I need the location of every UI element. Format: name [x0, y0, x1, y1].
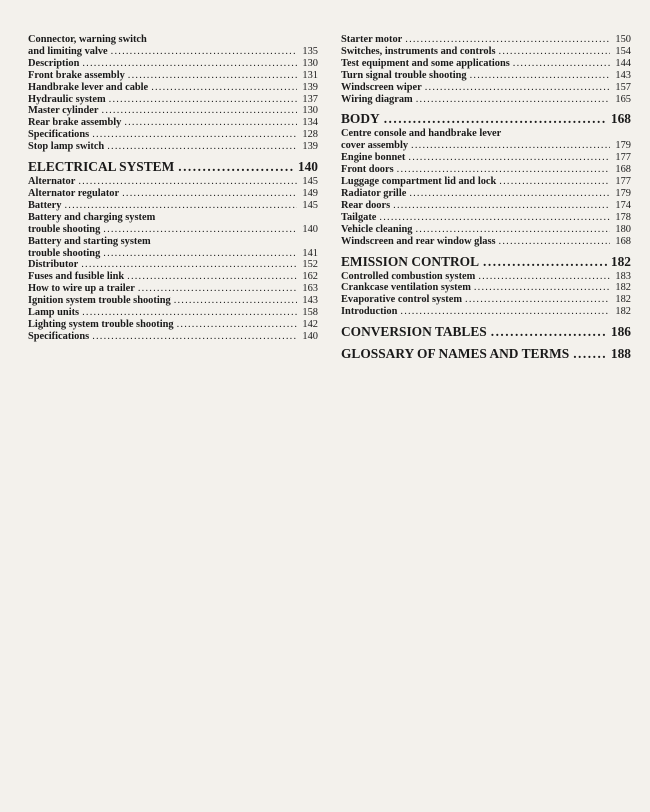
- dot-leader: [177, 319, 297, 331]
- index-entry: [341, 282, 631, 294]
- index-entry-title: trouble shooting: [28, 223, 101, 235]
- dot-leader: [138, 283, 297, 295]
- dot-leader: [499, 176, 610, 188]
- index-entry: [341, 188, 631, 200]
- index-entry: [341, 294, 631, 306]
- index-entry-title: Wiring diagram: [341, 93, 413, 105]
- index-entry-title: Rear brake assembly: [28, 117, 122, 129]
- index-entry-page: 143: [302, 295, 318, 307]
- index-entry: [28, 295, 318, 307]
- index-entry: [28, 105, 318, 117]
- index-entry: [341, 34, 631, 46]
- section-title: GLOSSARY OF NAMES AND TERMS: [341, 346, 570, 362]
- dot-leader: [103, 248, 297, 260]
- dot-leader: [103, 224, 297, 236]
- dot-leader: [499, 46, 610, 58]
- index-entry-page: 144: [615, 57, 631, 69]
- index-entry: [28, 58, 318, 70]
- section-title: EMISSION CONTROL: [341, 253, 480, 269]
- index-entry-page: 137: [302, 93, 318, 105]
- index-entry-title: Test equipment and some applications: [341, 57, 510, 69]
- index-entry-page: 150: [615, 34, 631, 45]
- index-entry-page: 135: [302, 45, 318, 57]
- index-entry: [341, 271, 631, 283]
- index-entry-page: 131: [302, 69, 318, 81]
- index-entry-title: Master cylinder: [28, 105, 99, 117]
- index-entry-page: 130: [302, 57, 318, 69]
- index-entry-title: Specifications: [28, 330, 90, 342]
- index-entry-title: Stop lamp switch: [28, 141, 105, 153]
- section-page: 186: [610, 324, 631, 340]
- index-entry-page: 178: [615, 211, 631, 223]
- index-entry-page: 162: [302, 271, 318, 283]
- dot-leader: [82, 307, 297, 319]
- index-entry: [341, 152, 631, 164]
- index-entry-title: Radiator grille: [341, 187, 407, 199]
- index-entry-page: 179: [615, 140, 631, 152]
- dot-leader: [393, 200, 610, 212]
- section-heading: [28, 159, 318, 175]
- index-entry-page: 179: [615, 187, 631, 199]
- dot-leader: [127, 271, 297, 283]
- index-entry-page: 141: [302, 247, 318, 259]
- index-entry-title: Engine bonnet: [341, 152, 406, 164]
- dot-leader: [411, 140, 610, 152]
- index-entry-page: 128: [302, 129, 318, 141]
- index-entry: [28, 82, 318, 94]
- index-entry-title: Lighting system trouble shooting: [28, 318, 174, 330]
- index-entry-page: 140: [302, 330, 318, 342]
- index-entry-page: 182: [615, 294, 631, 306]
- index-entry-title: Front doors: [341, 164, 394, 176]
- section-title: BODY: [341, 111, 380, 127]
- index-entry-title-line: Battery and starting system: [28, 235, 151, 247]
- index-column-left: [28, 34, 318, 343]
- index-entry-page: 143: [615, 69, 631, 81]
- index-entry-title: Luggage compartment lid and lock: [341, 176, 497, 188]
- index-entry-page: 168: [615, 235, 631, 247]
- index-entry-title: Rear doors: [341, 199, 391, 211]
- dot-leader: [478, 271, 610, 283]
- index-entry-title: and limiting valve: [28, 45, 108, 57]
- dot-leader: [122, 188, 297, 200]
- dot-leader: [111, 46, 297, 58]
- index-entry: [28, 70, 318, 82]
- index-entry-title: Alternator regulator: [28, 187, 120, 199]
- section-heading: [341, 324, 631, 340]
- dot-leader: [408, 152, 610, 164]
- dot-leader: [405, 34, 610, 46]
- dot-leader: [474, 282, 610, 294]
- dot-leader: [379, 212, 610, 224]
- index-entry-page: 168: [615, 164, 631, 176]
- index-entry-page: 182: [615, 282, 631, 294]
- index-entry: [341, 94, 631, 106]
- index-entry-title: Controlled combustion system: [341, 270, 476, 282]
- dot-leader: [107, 141, 297, 153]
- index-entry: [341, 212, 631, 224]
- index-entry: [341, 46, 631, 58]
- dot-leader: [174, 295, 297, 307]
- index-entry-title: Switches, instruments and controls: [341, 45, 496, 57]
- dot-leader: [102, 105, 297, 117]
- index-entry: [28, 271, 318, 283]
- index-entry-page: 180: [615, 223, 631, 235]
- index-entry-title: Fuses and fusible link: [28, 271, 125, 283]
- section-page: 168: [610, 111, 631, 127]
- index-entry-page: 149: [302, 187, 318, 199]
- index-entry-page: 174: [615, 199, 631, 211]
- index-entry-title: Windscreen wiper: [341, 81, 422, 93]
- dot-leader: [470, 70, 610, 82]
- index-entry-title: Evaporative control system: [341, 294, 463, 306]
- index-entry: [28, 200, 318, 212]
- dot-leader: [178, 159, 294, 175]
- index-entry: [28, 129, 318, 141]
- section-page: 140: [297, 159, 318, 175]
- index-entry-title: trouble shooting: [28, 247, 101, 259]
- index-entry-title: Tailgate: [341, 211, 377, 223]
- index-entry: [341, 176, 631, 188]
- index-entry: [341, 200, 631, 212]
- dot-leader: [128, 70, 297, 82]
- dot-leader: [64, 200, 297, 212]
- index-entry: [341, 164, 631, 176]
- dot-leader: [400, 306, 610, 318]
- index-entry: [28, 176, 318, 188]
- dot-leader: [109, 94, 297, 106]
- dot-leader: [513, 58, 610, 70]
- dot-leader: [151, 82, 297, 94]
- index-entry: [28, 331, 318, 343]
- index-entry-title: Specifications: [28, 129, 90, 141]
- dot-leader: [573, 346, 607, 362]
- index-entry-title: Battery: [28, 199, 62, 211]
- index-entry: [28, 319, 318, 331]
- index-entry-title: Distributor: [28, 259, 79, 271]
- index-entry: [28, 224, 318, 236]
- index-entry: [341, 306, 631, 318]
- index-entry-title: Description: [28, 57, 80, 69]
- index-entry: [28, 188, 318, 200]
- index-entry-title: Vehicle cleaning: [341, 223, 413, 235]
- index-entry: [28, 117, 318, 129]
- dot-leader: [384, 111, 607, 127]
- index-entry: [341, 236, 631, 248]
- section-heading: [341, 111, 631, 127]
- index-entry-title: Crankcase ventilation system: [341, 282, 471, 294]
- index-entry-title: Windscreen and rear window glass: [341, 235, 496, 247]
- index-entry-page: 134: [302, 117, 318, 129]
- index-entry-page: 154: [615, 45, 631, 57]
- index-entry-title: Front brake assembly: [28, 69, 125, 81]
- index-entry-page: 158: [302, 307, 318, 319]
- index-entry: [28, 283, 318, 295]
- index-entry-page: 157: [615, 81, 631, 93]
- index-entry-page: 177: [615, 176, 631, 188]
- dot-leader: [78, 176, 297, 188]
- index-entry-title: Starter motor: [341, 34, 403, 45]
- index-entry-title: Introduction: [341, 306, 398, 318]
- index-entry-page: 130: [302, 105, 318, 117]
- dot-leader: [483, 254, 607, 270]
- index-entry-page: 145: [302, 199, 318, 211]
- dot-leader: [92, 331, 297, 343]
- dot-leader: [415, 224, 610, 236]
- dot-leader: [416, 94, 610, 106]
- dot-leader: [465, 294, 610, 306]
- index-entry-title: Ignition system trouble shooting: [28, 295, 171, 307]
- index-entry: [341, 224, 631, 236]
- index-entry-page: 183: [615, 270, 631, 282]
- index-entry-title: How to wire up a trailer: [28, 283, 135, 295]
- section-page: 182: [610, 253, 631, 269]
- index-entry-page: 139: [302, 141, 318, 153]
- section-page: 188: [610, 346, 631, 362]
- index-entry: [28, 248, 318, 260]
- index-entry-title-line: Centre console and handbrake lever: [341, 128, 502, 140]
- section-title: ELECTRICAL SYSTEM: [28, 159, 175, 175]
- section-heading: [341, 254, 631, 270]
- index-entry-page: 140: [302, 223, 318, 235]
- index-entry: [28, 46, 318, 58]
- dot-leader: [499, 236, 610, 248]
- index-entry-page: 142: [302, 318, 318, 330]
- index-entry-title: cover assembly: [341, 140, 409, 152]
- dot-leader: [81, 259, 297, 271]
- dot-leader: [425, 82, 610, 94]
- index-entry-page: 182: [615, 306, 631, 318]
- dot-leader: [124, 117, 297, 129]
- index-entry: [341, 70, 631, 82]
- index-entry-title-line: Battery and charging system: [28, 211, 156, 223]
- section-heading: [341, 346, 631, 362]
- index-entry-page: 139: [302, 81, 318, 93]
- index-entry: [28, 141, 318, 153]
- index-entry-title: Turn signal trouble shooting: [341, 69, 467, 81]
- index-entry-page: 163: [302, 283, 318, 295]
- dot-leader: [409, 188, 610, 200]
- index-entry-title: Alternator: [28, 176, 76, 188]
- index-entry-title: Lamp units: [28, 307, 80, 319]
- index-entry: [28, 94, 318, 106]
- index-column-right: [341, 34, 631, 363]
- section-title: CONVERSION TABLES: [341, 324, 487, 340]
- dot-leader: [397, 164, 610, 176]
- index-entry: [341, 140, 631, 152]
- index-entry-page: 177: [615, 152, 631, 164]
- dot-leader: [491, 324, 607, 340]
- index-entry-title-line: Connector, warning switch: [28, 34, 147, 45]
- index-entry: [341, 82, 631, 94]
- index-entry-title: Hydraulic system: [28, 93, 106, 105]
- index-entry: [28, 307, 318, 319]
- dot-leader: [92, 129, 297, 141]
- index-entry-page: 152: [302, 259, 318, 271]
- index-entry: [28, 259, 318, 271]
- index-entry-title: Handbrake lever and cable: [28, 81, 149, 93]
- index-entry: [341, 58, 631, 70]
- index-entry-page: 145: [302, 176, 318, 188]
- dot-leader: [82, 58, 297, 70]
- index-entry-page: 165: [615, 93, 631, 105]
